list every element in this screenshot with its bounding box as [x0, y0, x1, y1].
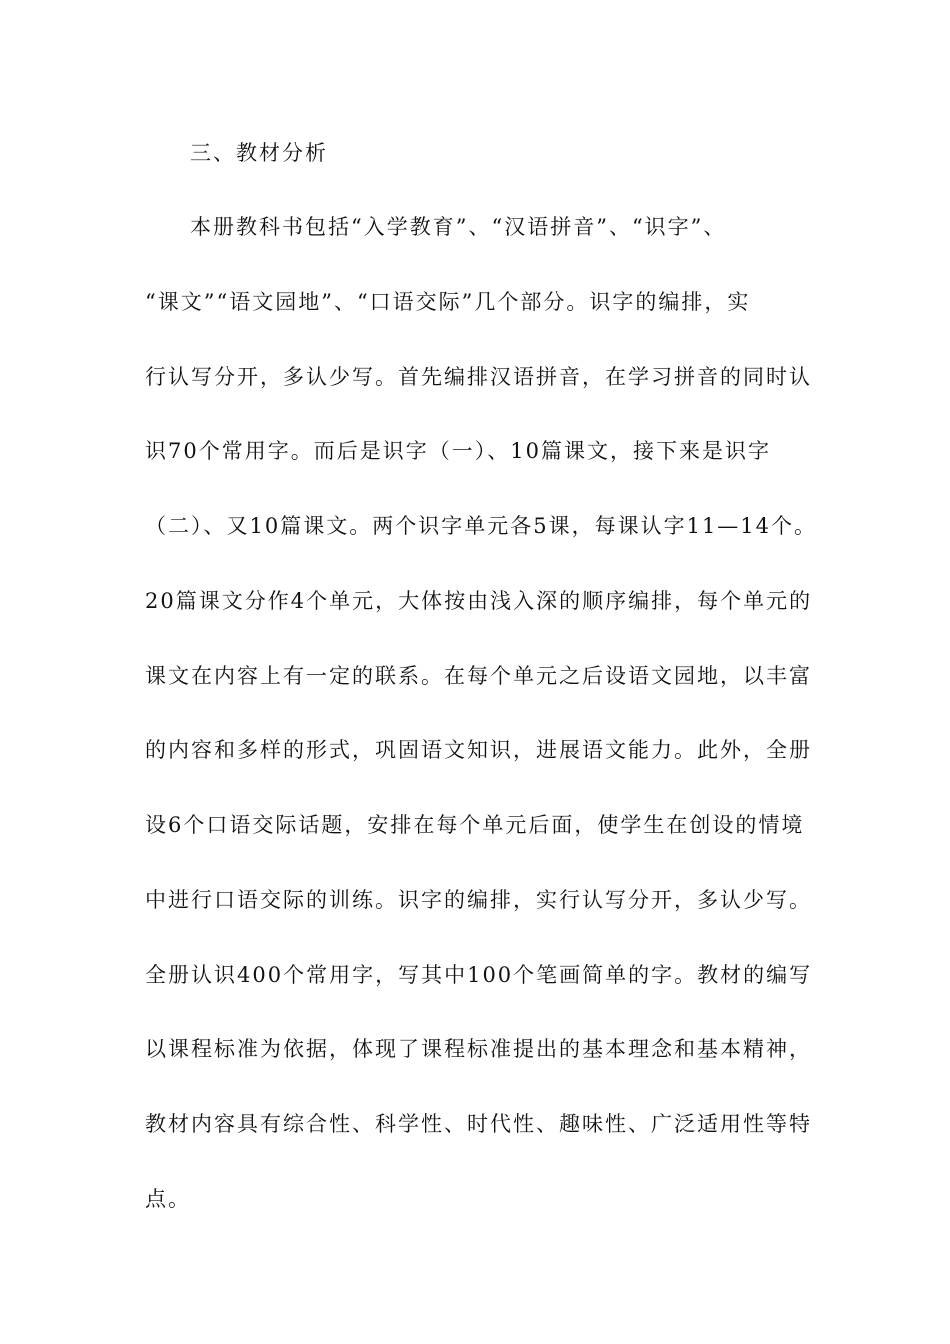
paragraph-line: 20篇课文分作4个单元，大体按由浅入深的顺序编排，每个单元的: [145, 589, 813, 613]
paragraph-line: 以课程标准为依据，体现了课程标准提出的基本理念和基本精神，: [145, 1037, 812, 1061]
paragraph-line: “课文”“语文园地”、“口语交际”几个部分。识字的编排，实: [145, 290, 751, 314]
paragraph-line: 本册教科书包括“入学教育”、“汉语拼音”、“识字”、: [190, 215, 727, 239]
paragraph-line: 的内容和多样的形式，巩固语文知识，进展语文能力。此外，全册: [145, 738, 812, 762]
paragraph-line: 教材内容具有综合性、科学性、时代性、趣味性、广泛适用性等特: [145, 1112, 812, 1136]
paragraph-line: 识70个常用字。而后是识字（一）、10篇课文，接下来是识字: [145, 439, 771, 463]
paragraph-line: 行认写分开，多认少写。首先编排汉语拼音，在学习拼音的同时认: [145, 365, 812, 389]
paragraph-line: 中进行口语交际的训练。识字的编排，实行认写分开，多认少写。: [145, 888, 812, 912]
paragraph-line: 设6个口语交际话题，安排在每个单元后面，使学生在创设的情境: [145, 813, 805, 837]
section-heading: 三、教材分析: [190, 141, 328, 165]
paragraph-line: 全册认识400个常用字，写其中100个笔画简单的字。教材的编写: [145, 963, 813, 987]
paragraph-line: 点。: [145, 1187, 191, 1211]
paragraph-line: 课文在内容上有一定的联系。在每个单元之后设语文园地，以丰富: [145, 664, 812, 688]
paragraph-line: （二）、又10篇课文。两个识字单元各5课，每课认字11—14个。: [145, 514, 818, 538]
